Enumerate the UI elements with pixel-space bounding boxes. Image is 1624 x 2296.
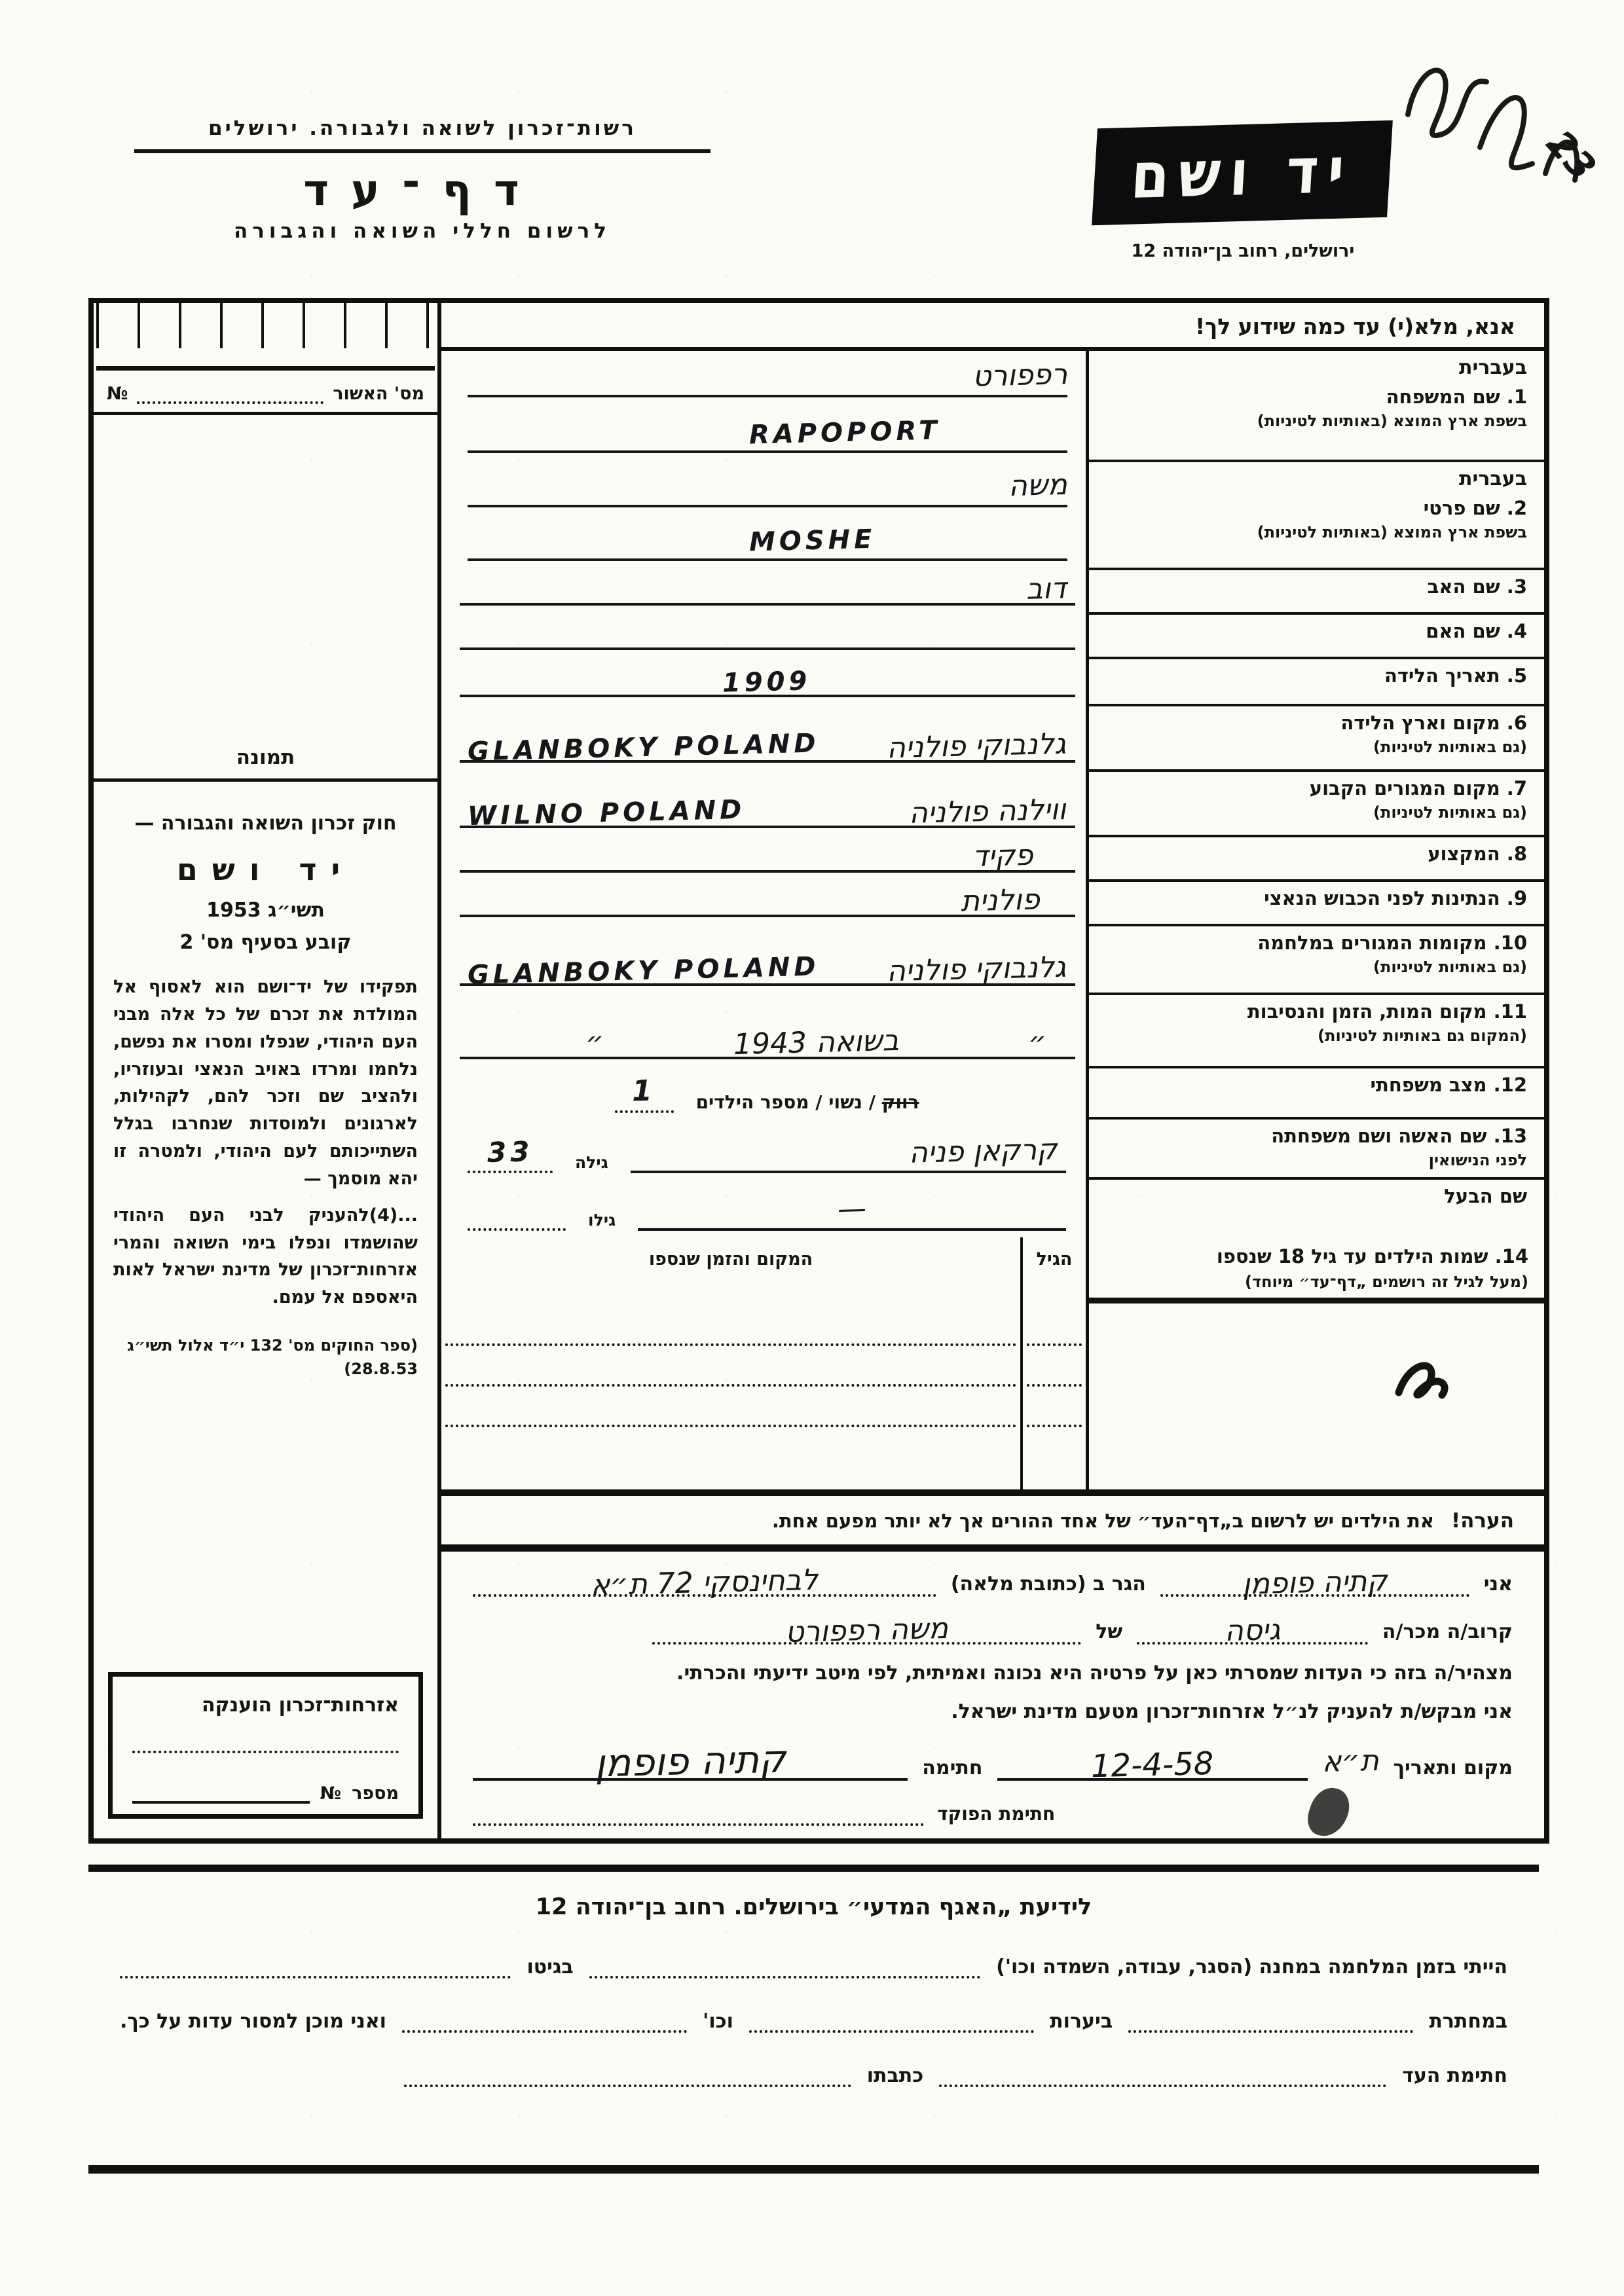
citizenship-number-label: מספר — [352, 1783, 399, 1804]
hw-wartime-residence-latin: GLANBOKY POLAND — [467, 951, 821, 991]
official-signature-row — [473, 1803, 1055, 1826]
option-married-children: / נשוי / מספר הילדים — [695, 1091, 876, 1113]
hw-witness-address: לבחינסקי 72 ת״א — [590, 1563, 819, 1603]
hw-children-count: 1 — [631, 1074, 657, 1108]
field-husband-name — [441, 1180, 1544, 1237]
his-age-label: גילו — [588, 1211, 616, 1230]
field-wife-name — [441, 1120, 1544, 1180]
field-wife-name-label: 13. שם האשה ושם משפחתה לפני הנישואין — [1086, 1120, 1544, 1180]
table-row — [1027, 1387, 1082, 1427]
witness-address-line — [404, 2085, 851, 2087]
witness-signature-row — [120, 2064, 1507, 2087]
forests-line — [749, 2030, 1034, 2033]
option-single: רווק — [881, 1091, 919, 1113]
her-age-label: גילה — [575, 1153, 608, 1172]
hw-birth-year: 1909 — [722, 666, 812, 699]
place-time-column — [441, 1237, 1020, 1489]
signature-row — [473, 1736, 1513, 1786]
hw-profession: פקיד — [972, 838, 1034, 874]
hw-wartime-residence-hebrew: גלנבוקי פולניה — [886, 950, 1067, 989]
hw-husband-dash: — — [837, 1192, 867, 1226]
yad-vashem-logo — [1092, 120, 1393, 226]
forests-label: ביערות — [1050, 2010, 1113, 2033]
hw-ditto-left: ״ — [585, 1025, 604, 1060]
field-first-name-write-area — [441, 462, 1086, 570]
citizenship-dotted-line — [132, 1717, 399, 1753]
ready-to-testify-label: ואני מוכן למסור עדות על כך. — [120, 2010, 386, 2033]
law-reference: (ספר החוקים מס' 132 י״ד אלול תשי״ג 28.8.53) — [127, 1336, 418, 1379]
ghetto-line — [120, 1976, 511, 1978]
field-father-name-label: 3. שם האב — [1086, 570, 1544, 615]
field-mother-name-write-area — [441, 615, 1086, 659]
witness-address-label: כתבתו — [866, 2064, 924, 2087]
signature-scribble-icon — [1382, 36, 1611, 219]
citizenship-number-line — [132, 1801, 310, 1804]
hw-ditto-right: ״ — [1027, 1025, 1047, 1060]
form-sidebar — [94, 303, 437, 1838]
field-first-name-label: בעברית 2. שם פרטי בשפת ארץ המוצא (באותיות לטיניות) — [1086, 462, 1544, 570]
resides-label: הגר ב (כתובת מלאה) — [950, 1573, 1146, 1595]
field-family-name — [441, 351, 1544, 462]
field-citizenship-label: 9. הנתינות לפני הכבוש הנאצי — [1086, 882, 1544, 926]
logo-address: ירושלים, רחוב בן־יהודה 12 — [1131, 241, 1355, 261]
fill-in-instruction: אנא, מלא(י) עד כמה שידוע לך! — [441, 303, 1544, 351]
hw-residence-latin: WILNO POLAND — [467, 794, 746, 832]
hw-residence-hebrew: ווילנה פולניה — [908, 793, 1067, 830]
handwritten-corner-annotation — [1382, 36, 1611, 219]
table-row — [1027, 1346, 1082, 1387]
of-label: של — [1096, 1620, 1123, 1643]
note-label: הערה! — [1450, 1509, 1514, 1533]
ghetto-label: בגיטו — [526, 1956, 574, 1978]
official-signature-label: חתימת הפוקד — [937, 1803, 1056, 1825]
table-row — [445, 1346, 1016, 1387]
authority-line: רשות־זכרון לשואה ולגבורה. ירושלים — [134, 117, 710, 153]
field-family-status — [441, 1068, 1544, 1120]
field-family-status-label: 12. מצב משפחתי — [1086, 1068, 1544, 1120]
field-death-place — [441, 995, 1544, 1068]
form-header — [134, 117, 710, 243]
field-birth-date — [441, 659, 1544, 706]
field-husband-name-label: שם הבעל — [1086, 1180, 1544, 1237]
law-body: תפקידו של יד־ושם הוא לאסוף אל המולדת את זכרם של כל אלה מבני העם היהודי, שנפלו ומסרו את נפשם, נלחמו ומרדו באויב הנאצי ובעוזריו, ולהציב שם וזכר להם, לקהילות, לארגונים ולמוסדות שנחרבו בגלל השתייכותם לעם היהודי, ולמטרה זו יהא מוסמך — — [113, 977, 418, 1189]
underground-line — [1128, 2030, 1413, 2033]
etc-label: וכו' — [703, 2010, 733, 2033]
approval-number-label: מס' האשור — [333, 384, 424, 404]
law-year: תשי״ג 1953 — [206, 899, 325, 922]
law-section: קובע בסעיף מס' 2 — [179, 931, 352, 954]
numero-symbol: № — [107, 384, 128, 404]
hw-first-name-latin: MOSHE — [748, 524, 876, 558]
page-subtitle: לרשום חללי השואה והגבורה — [233, 219, 612, 243]
field-father-name-write-area — [441, 570, 1086, 615]
citizenship-granted-title: אזרחות־זכרון הוענקה — [201, 1694, 399, 1717]
scientific-branch-section — [88, 1865, 1539, 2174]
table-row — [445, 1305, 1016, 1346]
place-time-column-header: המקום והזמן שנספו — [648, 1249, 813, 1269]
hw-family-name-latin: RAPOPORT — [748, 415, 942, 450]
declaration-statement-1: מצהיר/ה בזה כי העדות שמסרתי כאן על פרטיה היא נכונה ואמיתית, לפי מיטב ידיעתי והכרתי. — [676, 1662, 1513, 1685]
field-birth-place-label: 6. מקום וארץ הלידה (גם באותיות לטיניות) — [1086, 706, 1544, 772]
field-residence-write-area — [441, 772, 1086, 837]
table-row — [445, 1387, 1016, 1427]
field-citizenship — [441, 882, 1544, 926]
photo-box — [94, 415, 437, 778]
citizenship-number-row — [132, 1783, 399, 1804]
field-family-name-label: בעברית 1. שם המשפחה בשפת ארץ המוצא (באותיות לטיניות) — [1086, 351, 1544, 462]
perforation-strip — [96, 303, 435, 371]
field-husband-name-write-area — [441, 1180, 1086, 1237]
place-date-label: מקום ותאריך — [1393, 1757, 1513, 1779]
hw-citizenship: פולנית — [960, 883, 1041, 919]
camp-ghetto-row — [120, 1956, 1507, 1978]
form-fields-area — [437, 303, 1544, 1838]
approval-number-line — [137, 401, 323, 404]
signature-label: חתימה — [922, 1757, 983, 1779]
hw-birth-place-latin: GLANBOKY POLAND — [467, 728, 821, 767]
etc-line — [402, 2030, 687, 2033]
field-birth-place — [441, 706, 1544, 772]
note-text: את הילדים יש לרשום ב„דף־העד״ של אחד ההורים אך לא יותר מפעם אחת. — [771, 1510, 1434, 1532]
hw-birth-place-hebrew: גלנבוקי פולניה — [886, 727, 1067, 765]
underground-label: במחתרת — [1429, 2010, 1507, 2033]
approval-number-row — [94, 371, 437, 415]
field-birth-place-write-area — [441, 706, 1086, 772]
law-text-block — [94, 778, 437, 1655]
law-title: חוק זכרון השואה והגבורה — — [134, 812, 397, 835]
hw-witness-name: קתיה פופמן — [1242, 1564, 1388, 1601]
field-mother-name-label: 4. שם האם — [1086, 615, 1544, 659]
hw-family-name-hebrew: רפפורט — [972, 357, 1068, 393]
numero-symbol: № — [320, 1783, 342, 1804]
note-row — [441, 1496, 1544, 1552]
witness-signature-line — [939, 2085, 1386, 2087]
field-first-name — [441, 462, 1544, 570]
field-family-status-write-area — [441, 1068, 1086, 1120]
declaration-statement-2: אני מבקש/ת להעניק לנ״ל אזרחות־זכרון מטעם מדינת ישראל. — [951, 1700, 1513, 1723]
field-family-name-write-area — [441, 351, 1086, 462]
hw-signature: קתיה פופמן — [594, 1736, 786, 1786]
field-death-place-write-area — [441, 995, 1086, 1068]
field-wartime-residence-write-area — [441, 926, 1086, 995]
declaration-section — [441, 1552, 1544, 1838]
field-mother-name — [441, 615, 1544, 659]
hw-place: ת״א — [1321, 1743, 1380, 1779]
field-death-place-label: 11. מקום המות, הזמן והנסיבות (המקום גם באותיות לטיניות) — [1086, 995, 1544, 1068]
field-residence-label: 7. מקום המגורים הקבוע (גם באותיות לטיניות) — [1086, 772, 1544, 837]
field-profession-label: 8. המקצוע — [1086, 837, 1544, 882]
underground-forests-row — [120, 2010, 1507, 2033]
children-names-column — [1086, 1237, 1544, 1489]
law-body-continued: ‏...(4)להעניק לבני העם היהודי שהושמדו ונפלו בימי השואה והמרי אזרחות־זכרון של מדינת ישראל לאות היאספם אל עמם. — [113, 1205, 418, 1308]
logo-text: יד ושם — [1129, 132, 1356, 213]
page-title: דף־עד — [303, 165, 542, 215]
photo-label: תמונה — [236, 746, 295, 769]
field-father-name — [441, 570, 1544, 615]
hw-father-name: דוב — [1025, 572, 1067, 606]
field-wartime-residence — [441, 926, 1544, 995]
field-birth-date-label: 5. תאריך הלידה — [1086, 659, 1544, 706]
testimony-form — [88, 298, 1549, 1844]
law-title-yad-vashem: יד ושם — [176, 852, 355, 887]
scientific-branch-title: לידיעת „האגף המדעי״ בירושלים. רחוב בן־יהודה 12 — [535, 1894, 1092, 1920]
hw-wife-name: קרקאן פניה — [908, 1133, 1058, 1170]
field-residence — [441, 772, 1544, 837]
field-wife-name-write-area — [441, 1120, 1086, 1180]
camp-line — [589, 1976, 980, 1978]
witness-identity-row — [473, 1563, 1513, 1603]
field-birth-date-write-area — [441, 659, 1086, 706]
witness-signature-label: חתימת העד — [1402, 2064, 1507, 2087]
age-column-header: הגיל — [1036, 1249, 1073, 1269]
children-table — [441, 1237, 1544, 1496]
children-table-label: 14. שמות הילדים עד גיל 18 שנספו (מעל לגיל זה רושמים „דף־עד״ מיוחד) — [1089, 1237, 1544, 1303]
field-profession-write-area — [441, 837, 1086, 882]
citizenship-granted-box — [108, 1672, 423, 1819]
ink-blob — [1303, 1783, 1355, 1842]
hw-her-age: 33 — [487, 1135, 534, 1169]
field-citizenship-write-area — [441, 882, 1086, 926]
hw-date: 12-4-58 — [1090, 1745, 1215, 1785]
hw-relation: גיסה — [1224, 1613, 1281, 1649]
ink-scribble-icon — [1387, 1347, 1466, 1412]
i-label: אני — [1483, 1573, 1513, 1595]
field-profession — [441, 837, 1544, 882]
hw-related-to: משה רפפורט — [784, 1611, 949, 1650]
relative-label: קרוב/ה מכר/ה — [1382, 1620, 1513, 1643]
age-column — [1020, 1237, 1086, 1489]
relation-row — [473, 1611, 1513, 1650]
hw-first-name-hebrew: משה — [1008, 467, 1068, 503]
table-row — [1027, 1305, 1082, 1346]
field-wartime-residence-label: 10. מקומות המגורים במלחמה (גם באותיות לטיניות) — [1086, 926, 1544, 995]
corner-number: 23 — [1538, 122, 1604, 189]
camp-label: הייתי בזמן המלחמה במחנה (הסגר, עבודה, השמדה וכו') — [996, 1956, 1507, 1978]
hw-death-circumstances: בשואה 1943 — [733, 1023, 899, 1062]
children-names-blank — [1089, 1303, 1544, 1489]
